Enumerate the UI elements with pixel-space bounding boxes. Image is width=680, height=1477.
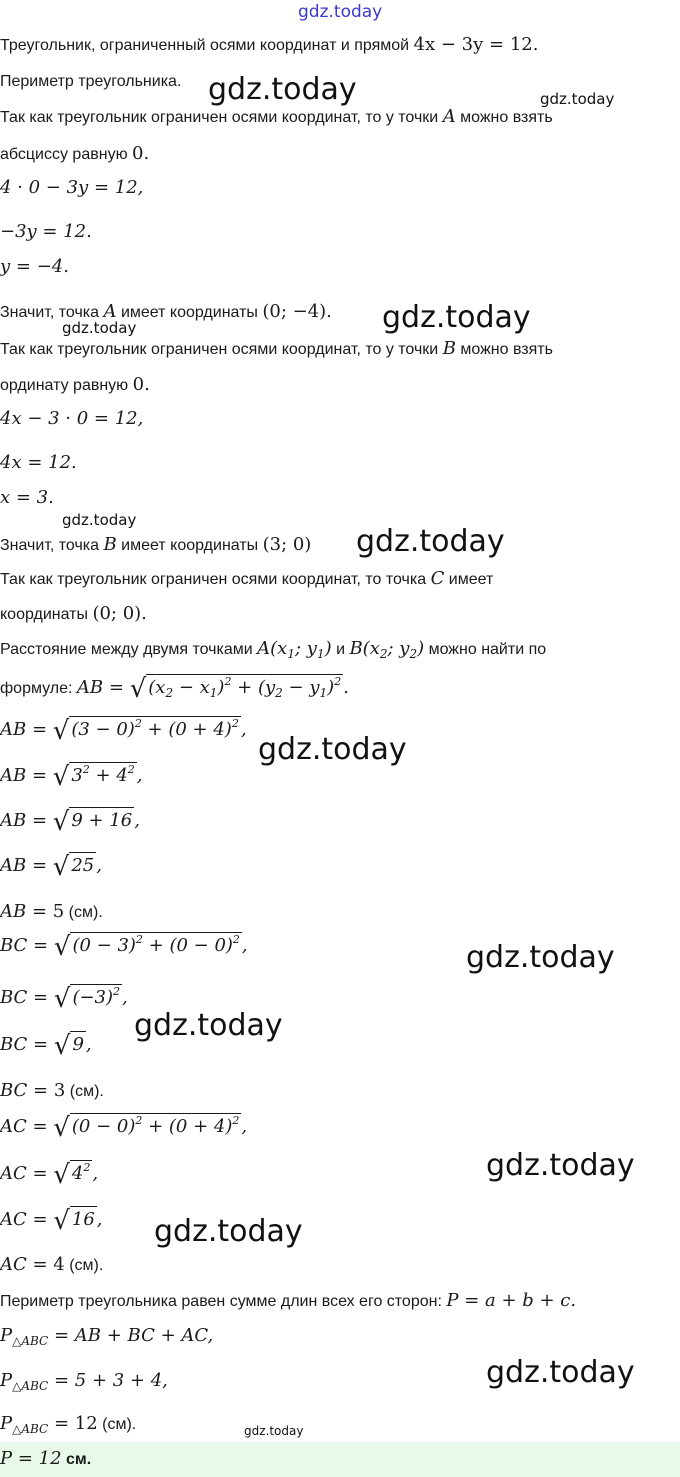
answer-box — [0, 1442, 680, 1477]
unit-cm: (см). — [97, 1416, 137, 1433]
case-a-text-end: можно взять — [455, 109, 553, 126]
case-a-line — [0, 106, 553, 128]
distance-formula: AB = √ $(x_2 - x_1)^2 + (y_2 - y_1)^2$ . — [76, 674, 349, 704]
watermark: gdz.today — [154, 1214, 303, 1249]
watermark: gdz.today — [486, 1355, 635, 1390]
watermark: gdz.today — [208, 72, 357, 107]
intro-equation: 4x − 3y = 12. — [413, 34, 539, 55]
perimeter-title: Периметр треугольника. — [0, 73, 182, 90]
bc-step-2: BC = √ $(-3)^2$ , — [0, 984, 128, 1014]
distance-line — [0, 638, 546, 661]
means-text: Значит, точка — [0, 304, 104, 321]
zero-value: 0. — [132, 374, 150, 395]
point-b: B — [442, 338, 456, 359]
ab-step-4: AB = √ 25 , — [0, 852, 102, 882]
perimeter-step-2: $P_{\triangle ABC} = 5 + 3 + 4$, — [0, 1370, 168, 1393]
case-a-text: Так как треугольник ограничен осями координат, то у точки — [0, 109, 443, 126]
coords-a: (0; −4). — [262, 301, 332, 322]
coords-b: (3; 0) — [262, 534, 312, 555]
means-text: Значит, точка — [0, 537, 104, 554]
equation-a3: y = −4. — [0, 256, 69, 277]
point-a1: $A(x_1$; $y_1$) — [257, 638, 332, 661]
distance-text-end: можно найти по — [424, 641, 547, 658]
point-b2: $B(x_2$; $y_2$) — [349, 638, 425, 661]
bc-step-3: BC = √ 9 , — [0, 1031, 92, 1061]
case-c-text-end: имеет — [444, 571, 494, 588]
coords-b-line — [0, 534, 311, 556]
distance-text: Расстояние между двумя точками — [0, 641, 258, 658]
perimeter-formula: P = a + b + c. — [446, 1290, 577, 1311]
watermark: gdz.today — [356, 524, 505, 559]
has-coords-text: имеет координаты — [116, 537, 263, 554]
watermark: gdz.today — [466, 940, 615, 975]
case-b-text-end: можно взять — [455, 341, 553, 358]
unit-cm: (см). — [64, 904, 103, 921]
watermark: gdz.today — [382, 300, 531, 335]
zero-value: 0. — [132, 143, 150, 164]
ab-step-2: AB = √ $3^2 + 4^2$ , — [0, 762, 143, 792]
ordinate-line — [0, 374, 150, 396]
header-watermark: gdz.today — [298, 2, 383, 22]
point-b: B — [103, 534, 117, 555]
equation-b2: 4x = 12. — [0, 452, 77, 473]
case-b-text: Так как треугольник ограничен осями координат, то у точки — [0, 341, 443, 358]
watermark: gdz.today — [486, 1148, 635, 1183]
ac-step-3: AC = √ 16 , — [0, 1206, 103, 1236]
equation-b1: 4x − 3 · 0 = 12, — [0, 408, 144, 429]
watermark: gdz.today — [244, 1424, 304, 1438]
bc-result: BC = 3 (см). — [0, 1080, 104, 1101]
point-a: A — [442, 106, 456, 127]
watermark: gdz.today — [62, 319, 137, 337]
ac-step-1: AC = √ $(0 - 0)^2 + (0 + 4)^2$ , — [0, 1113, 248, 1143]
unit-cm: (см). — [65, 1083, 104, 1100]
perimeter-result: $P_{\triangle ABC} = 12$ (см). — [0, 1413, 137, 1436]
abscissa-text: абсциссу равную — [0, 146, 133, 163]
coords-a-line — [0, 301, 332, 323]
equation-b3: x = 3. — [0, 487, 54, 508]
answer — [0, 1448, 91, 1469]
perimeter-step-1: $P_{\triangle ABC}$ = AB + BC + AC, — [0, 1325, 214, 1348]
equation-a1: 4 · 0 − 3y = 12, — [0, 177, 144, 198]
ab-step-3: AB = √ 9 + 16 , — [0, 807, 140, 837]
unit-cm: (см). — [64, 1257, 104, 1274]
watermark: gdz.today — [134, 1008, 283, 1043]
ab-result: AB = 5 (см). — [0, 901, 103, 922]
watermark: gdz.today — [540, 90, 615, 108]
perimeter-sum-line — [0, 1290, 576, 1312]
formula-word: формуле: — [0, 680, 77, 697]
and-text: и — [331, 641, 350, 658]
bc-step-1: BC = √ $(0 - 3)^2 + (0 - 0)^2$ , — [0, 932, 248, 962]
watermark: gdz.today — [258, 732, 407, 767]
point-a: A — [103, 301, 117, 322]
formula-line — [0, 674, 349, 705]
ab-step-1: AB = √ $(3 - 0)^2 + (0 + 4)^2$ , — [0, 716, 247, 746]
has-coords-text: имеет координаты — [116, 304, 263, 321]
coords-c: (0; 0). — [92, 603, 147, 624]
answer-equation: P = 12 — [0, 1448, 62, 1469]
case-b-line — [0, 338, 553, 360]
case-c-text: Так как треугольник ограничен осями координат, то точка — [0, 571, 431, 588]
abscissa-line — [0, 143, 149, 165]
case-c-line — [0, 568, 493, 590]
intro-text: Треугольник, ограниченный осями координат и прямой — [0, 37, 414, 54]
perimeter-sum-text: Периметр треугольника равен сумме длин всех его сторон: — [0, 1293, 447, 1310]
ac-step-2: AC = √ $4^2$ , — [0, 1160, 99, 1190]
ac-result: AC = 4 (см). — [0, 1254, 104, 1275]
ordinate-text: ординату равную — [0, 377, 133, 394]
watermark: gdz.today — [62, 511, 137, 529]
point-c: C — [430, 568, 445, 589]
coords-c-line — [0, 603, 147, 625]
coords-word: координаты — [0, 606, 93, 623]
equation-a2: −3y = 12. — [0, 221, 92, 242]
intro-line — [0, 34, 538, 56]
answer-unit: см. — [61, 1451, 92, 1468]
